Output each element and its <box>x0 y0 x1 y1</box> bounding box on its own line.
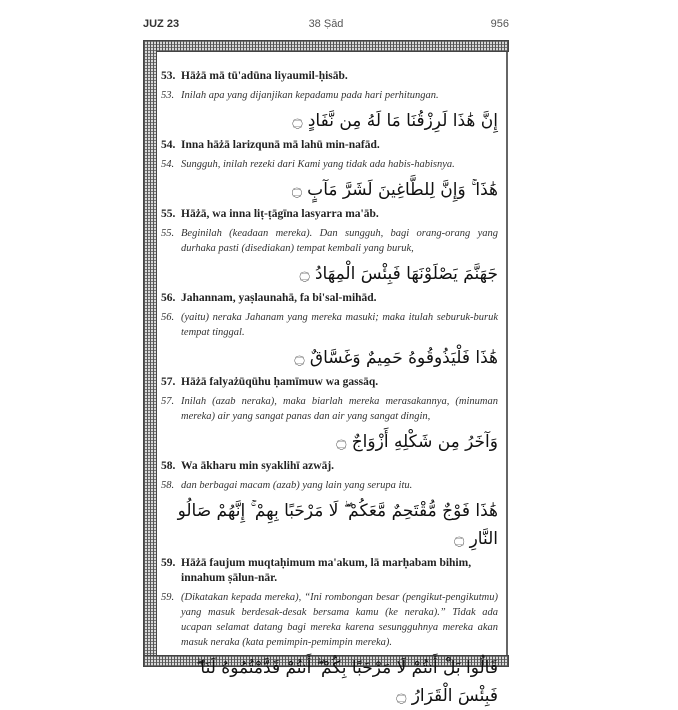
transliteration-line <box>161 375 498 390</box>
ornamental-border-top <box>143 40 509 52</box>
verse-number: 54. <box>161 159 175 170</box>
translation-line <box>161 478 498 493</box>
verse-block <box>161 497 498 650</box>
translation-line <box>161 394 498 424</box>
translation-line <box>161 226 498 256</box>
arabic-verse: هَٰذَا فَوْجٌ مُّقْتَحِمٌ مَّعَكُمْ ۖ لَا مَرْحَبًا بِهِمْ ۚ إِنَّهُمْ صَالُو النَّارِ ۝ <box>177 501 498 549</box>
transliteration-line <box>161 291 498 306</box>
verse-block <box>161 344 498 424</box>
arabic-verse: جَهَنَّمَ يَصْلَوْنَهَا فَبِئْسَ الْمِهَادُ ۝ <box>299 264 498 284</box>
page-header <box>143 18 509 34</box>
verse-number: 58. <box>161 460 176 472</box>
ornamental-border-left <box>143 40 157 667</box>
verse-block <box>161 107 498 172</box>
verse-number: 59. <box>161 592 175 603</box>
verse-number: 53. <box>161 90 175 101</box>
verse-number: 56. <box>161 292 176 304</box>
transliteration-line <box>161 556 498 586</box>
transliteration-text: Jahannam, yaṣlaunahā, fa bi'sal-mihād. <box>181 292 377 304</box>
verse-number: 53. <box>161 70 176 82</box>
translation-text: Inilah apa yang dijanjikan kepadamu pada hari perhitungan. <box>181 90 439 101</box>
translation-text: (Dikatakan kepada mereka), “Ini rombongan besar (pengikut-pengikutmu) yang masuk berdesak-desak bersama kamu (ke neraka).” Tidak ada ucapan selamat datang bagi mereka karena sesungguhnya mereka akan masuk neraka (kata pemimpin-pemimpin mereka). <box>181 592 498 648</box>
verse-block <box>161 176 498 256</box>
verse-number: 56. <box>161 312 175 323</box>
verse-number: 54. <box>161 139 176 151</box>
transliteration-text: Hāżā falyażūqūhu ḥamīmuw wa gassāq. <box>181 376 379 388</box>
translation-text: Inilah (azab neraka), maka biarlah mereka merasakannya, (minuman mereka) air yang sangat panas dan air yang sangat dingin, <box>181 396 498 422</box>
transliteration-text: Inna hāżā larizqunā mā lahū min-nafād. <box>181 139 380 151</box>
translation-text: dan berbagai macam (azab) yang lain yang serupa itu. <box>181 480 413 491</box>
transliteration-text: Hāżā faujum muqtaḥimum ma'akum, lā marḥabam bihim, innahum ṣālun-nār. <box>181 557 472 584</box>
translation-line <box>161 157 498 172</box>
page-number: 956 <box>490 18 509 30</box>
arabic-verse: وَآخَرُ مِن شَكْلِهِ أَزْوَاجٌ ۝ <box>336 432 498 452</box>
juz-label: JUZ 23 <box>143 18 180 30</box>
verse-number: 57. <box>161 396 175 407</box>
arabic-verse: هَٰذَا فَلْيَذُوقُوهُ حَمِيمٌ وَغَسَّاقٌ ۝ <box>294 348 498 368</box>
verse-number: 55. <box>161 228 175 239</box>
arabic-verse-closing: قَالُوا بَلْ أَنتُمْ لَا مَرْحَبًا بِكُمْ ۖ أَنتُمْ قَدَّمْتُمُوهُ لَنَا ۖ فَبِئْسَ الْقَرَارُ ۝ <box>196 658 498 706</box>
verse-block <box>161 260 498 340</box>
translation-text: Sungguh, inilah rezeki dari Kami yang tidak ada habis-habisnya. <box>181 159 455 170</box>
verse-number: 59. <box>161 557 176 569</box>
verse-number: 58. <box>161 480 175 491</box>
transliteration-line <box>161 138 498 153</box>
transliteration-text: Hāżā mā tū'adūna liyaumil-ḥisāb. <box>181 70 348 82</box>
translation-line <box>161 88 498 103</box>
verse-number: 55. <box>161 208 176 220</box>
page-content <box>157 52 508 706</box>
translation-line <box>161 310 498 340</box>
transliteration-text: Wa ākharu min syaklihī azwāj. <box>181 460 335 472</box>
transliteration-line <box>161 69 498 84</box>
verse-number: 57. <box>161 376 176 388</box>
verse-block <box>161 428 498 493</box>
translation-text: (yaitu) neraka Jahanam yang mereka masuki; maka itulah seburuk-buruk tempat tinggal. <box>181 312 498 338</box>
transliteration-line <box>161 207 498 222</box>
arabic-verse: هَٰذَا ۚ وَإِنَّ لِلطَّاغِينَ لَشَرَّ مَآبٍ ۝ <box>291 180 498 200</box>
transliteration-line <box>161 459 498 474</box>
surah-title: 38 Ṣād <box>308 18 344 30</box>
arabic-verse: إِنَّ هَٰذَا لَرِزْقُنَا مَا لَهُ مِن نَّفَادٍ ۝ <box>292 111 498 131</box>
verse-block <box>161 69 498 103</box>
translation-line <box>161 590 498 650</box>
translation-text: Beginilah (keadaan mereka). Dan sungguh, bagi orang-orang yang durhaka pasti (disediakan) tempat kembali yang buruk, <box>181 228 498 254</box>
transliteration-text: Hāżā, wa inna liṭ-ṭāgīna lasyarra ma'āb. <box>181 208 379 220</box>
